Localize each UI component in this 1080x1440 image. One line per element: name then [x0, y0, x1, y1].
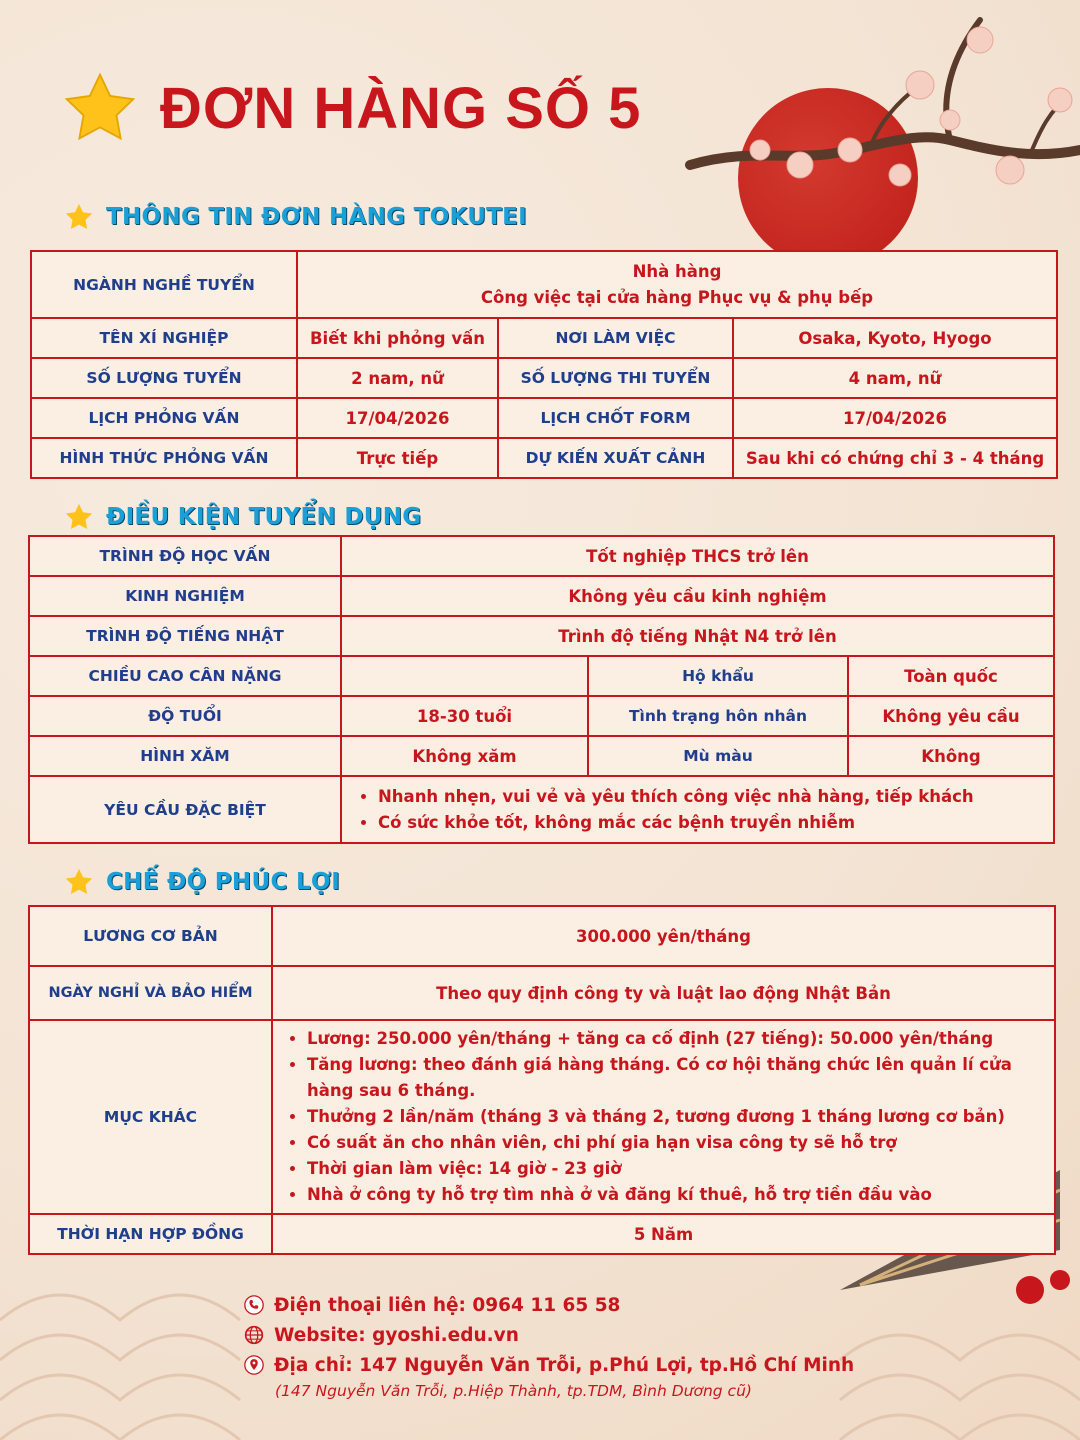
- marital-label: Tình trạng hôn nhân: [588, 696, 848, 736]
- interview-mode-value: Trực tiếp: [297, 438, 498, 478]
- location-label: NƠI LÀM VIỆC: [498, 318, 733, 358]
- list-item: • Có suất ăn cho nhân viên, chi phí gia hạn visa công ty sẽ hỗ trợ: [307, 1130, 1034, 1156]
- contract-value: 5 Năm: [272, 1214, 1055, 1254]
- page-title: ĐƠN HÀNG SỐ 5: [160, 75, 642, 141]
- exam-quota-label: SỐ LƯỢNG THI TUYỂN: [498, 358, 733, 398]
- hometown-label: Hộ khẩu: [588, 656, 848, 696]
- special-label: YÊU CẦU ĐẶC BIỆT: [29, 776, 341, 843]
- list-item: • Có sức khỏe tốt, không mắc các bệnh truyền nhiễm: [378, 810, 1049, 836]
- location-pin-icon: [244, 1355, 264, 1375]
- cherry-blossom-branch-decoration: [650, 0, 1080, 260]
- list-item: • Tăng lương: theo đánh giá hàng tháng. Có cơ hội thăng chức lên quản lí cửa hàng sau 6 tháng.: [307, 1052, 1034, 1104]
- japanese-value: Trình độ tiếng Nhật N4 trở lên: [341, 616, 1054, 656]
- requirements-table: [28, 535, 1055, 844]
- industry-label: NGÀNH NGHỀ TUYỂN: [31, 251, 297, 318]
- section-requirements-heading: ĐIỀU KIỆN TUYỂN DỤNG: [64, 502, 421, 532]
- star-icon: [64, 867, 94, 897]
- quota-label: SỐ LƯỢNG TUYỂN: [31, 358, 297, 398]
- header: [62, 70, 641, 146]
- contact-website[interactable]: Website: gyoshi.edu.vn: [244, 1320, 854, 1350]
- company-value: Biết khi phỏng vấn: [297, 318, 498, 358]
- height-weight-label: CHIỀU CAO CÂN NẶNG: [29, 656, 341, 696]
- list-item: • Lương: 250.000 yên/tháng + tăng ca cố định (27 tiếng): 50.000 yên/tháng: [307, 1026, 1034, 1052]
- colorblind-value: Không: [848, 736, 1054, 776]
- age-value: 18-30 tuổi: [341, 696, 588, 736]
- old-address-note: (147 Nguyễn Văn Trỗi, p.Hiệp Thành, tp.TDM, Bình Dương cũ): [275, 1382, 752, 1400]
- form-close-value: 17/04/2026: [733, 398, 1057, 438]
- leave-insurance-value: Theo quy định công ty và luật lao động Nhật Bản: [272, 966, 1055, 1020]
- list-item: • Thời gian làm việc: 14 giờ - 23 giờ: [307, 1156, 1034, 1182]
- company-label: TÊN XÍ NGHIỆP: [31, 318, 297, 358]
- section-benefits-heading: CHẾ ĐỘ PHÚC LỢI: [64, 867, 340, 897]
- hometown-value: Toàn quốc: [848, 656, 1054, 696]
- departure-label: DỰ KIẾN XUẤT CẢNH: [498, 438, 733, 478]
- interview-date-label: LỊCH PHỎNG VẤN: [31, 398, 297, 438]
- education-label: TRÌNH ĐỘ HỌC VẤN: [29, 536, 341, 576]
- contact-address: Địa chỉ: 147 Nguyễn Văn Trỗi, p.Phú Lợi, tp.Hồ Chí Minh: [244, 1350, 854, 1380]
- experience-value: Không yêu cầu kinh nghiệm: [341, 576, 1054, 616]
- phone-icon: [244, 1295, 264, 1315]
- contact-info: [244, 1290, 854, 1400]
- location-value: Osaka, Kyoto, Hyogo: [733, 318, 1057, 358]
- contact-phone: Điện thoại liên hệ: 0964 11 65 58: [244, 1290, 854, 1320]
- other-label: MỤC KHÁC: [29, 1020, 272, 1214]
- marital-value: Không yêu cầu: [848, 696, 1054, 736]
- experience-label: KINH NGHIỆM: [29, 576, 341, 616]
- list-item: • Nhà ở công ty hỗ trợ tìm nhà ở và đăng kí thuê, hỗ trợ tiền đầu vào: [307, 1182, 1034, 1208]
- quota-value: 2 nam, nữ: [297, 358, 498, 398]
- salary-label: LƯƠNG CƠ BẢN: [29, 906, 272, 966]
- contract-label: THỜI HẠN HỢP ĐỒNG: [29, 1214, 272, 1254]
- industry-value-line-2: Công việc tại cửa hàng Phục vụ & phụ bếp: [480, 287, 874, 307]
- order-info-table: [30, 250, 1058, 479]
- tattoo-label: HÌNH XĂM: [29, 736, 341, 776]
- interview-mode-label: HÌNH THỨC PHỎNG VẤN: [31, 438, 297, 478]
- globe-icon: [244, 1325, 264, 1345]
- salary-value: 300.000 yên/tháng: [272, 906, 1055, 966]
- colorblind-label: Mù màu: [588, 736, 848, 776]
- list-item: • Nhanh nhẹn, vui vẻ và yêu thích công việc nhà hàng, tiếp khách: [378, 784, 1049, 810]
- section-order-info-heading: THÔNG TIN ĐƠN HÀNG TOKUTEI: [64, 202, 527, 232]
- list-item: • Thưởng 2 lần/năm (tháng 3 và tháng 2, tương đương 1 tháng lương cơ bản): [307, 1104, 1034, 1130]
- star-icon: [64, 202, 94, 232]
- japanese-label: TRÌNH ĐỘ TIẾNG NHẬT: [29, 616, 341, 656]
- star-icon: [64, 502, 94, 532]
- height-weight-value: [341, 656, 588, 696]
- education-value: Tốt nghiệp THCS trở lên: [341, 536, 1054, 576]
- leave-insurance-label: NGÀY NGHỈ VÀ BẢO HIỂM: [29, 966, 272, 1020]
- exam-quota-value: 4 nam, nữ: [733, 358, 1057, 398]
- industry-value-line-1: Nhà hàng: [632, 261, 722, 281]
- departure-value: Sau khi có chứng chỉ 3 - 4 tháng: [733, 438, 1057, 478]
- other-benefits: [272, 1020, 1055, 1214]
- interview-date-value: 17/04/2026: [297, 398, 498, 438]
- benefits-table: [28, 905, 1056, 1255]
- special-requirements: [341, 776, 1054, 843]
- tattoo-value: Không xăm: [341, 736, 588, 776]
- star-icon: [62, 70, 138, 146]
- age-label: ĐỘ TUỔI: [29, 696, 341, 736]
- form-close-label: LỊCH CHỐT FORM: [498, 398, 733, 438]
- industry-value: [297, 251, 1057, 318]
